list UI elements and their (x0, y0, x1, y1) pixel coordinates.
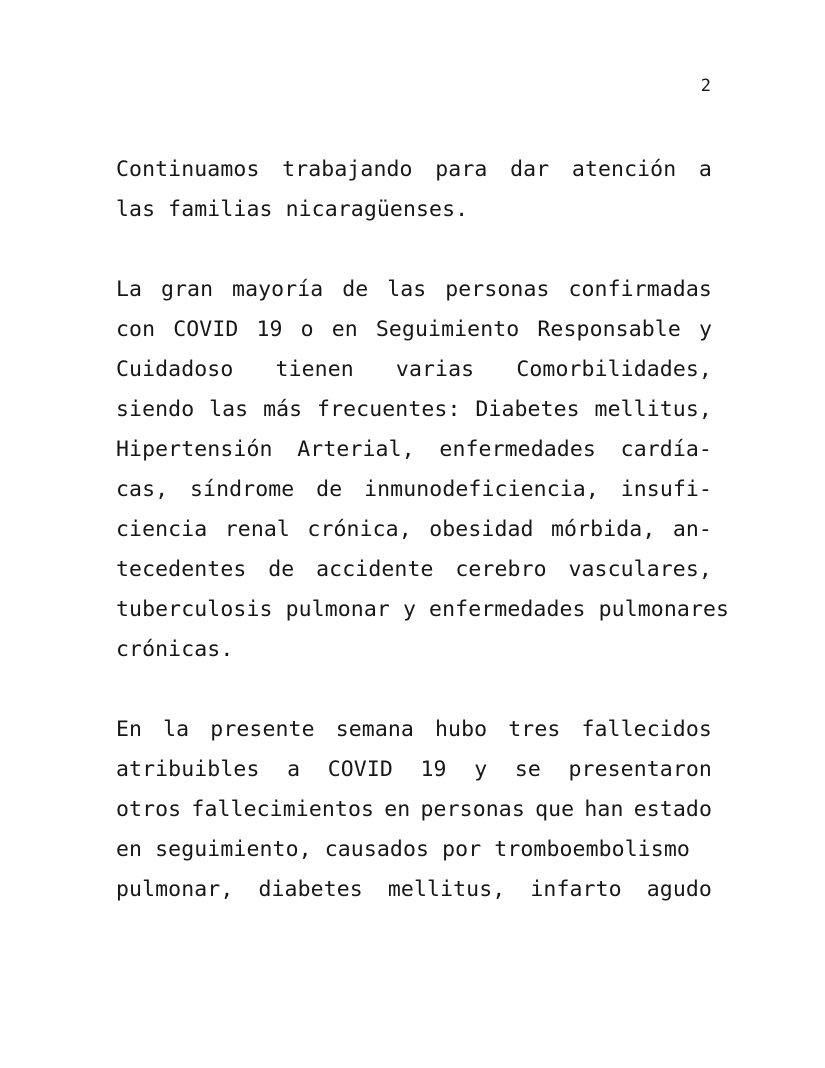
word: a (698, 157, 712, 182)
word: tres (508, 717, 561, 742)
text-line: crónicas. (116, 637, 234, 662)
text-line (116, 750, 712, 790)
text-line (116, 550, 712, 590)
text-line (116, 390, 712, 430)
text-line (116, 470, 712, 510)
word: inmunodeficiencia, (364, 477, 599, 502)
word: 19 (420, 757, 447, 782)
word: a (287, 757, 301, 782)
word: mellitus, (387, 877, 506, 902)
word: Diabetes (475, 397, 580, 422)
text-line: tuberculosis pulmonar y enfermedades pulmonares (116, 597, 730, 622)
word: fallecimientos (191, 797, 375, 822)
word: Seguimiento (375, 317, 520, 342)
word: agudo (646, 877, 712, 902)
word: para (435, 157, 488, 182)
word: dar (510, 157, 550, 182)
word: siendo (116, 397, 195, 422)
word: diabetes (258, 877, 363, 902)
text-line (116, 430, 712, 470)
text-line (116, 710, 712, 750)
word: personas (445, 277, 550, 302)
word: La (116, 277, 143, 302)
paragraph (116, 710, 712, 910)
word: cas, (116, 477, 169, 502)
word: cerebro (455, 557, 547, 582)
word: fallecidos (581, 717, 712, 742)
word: y (474, 757, 488, 782)
word: han (584, 797, 624, 822)
word: COVID (327, 757, 393, 782)
word: en (384, 797, 411, 822)
word: 19 (256, 317, 283, 342)
word: varias (395, 357, 475, 382)
text-line (116, 150, 712, 190)
word: atención (571, 157, 677, 182)
word: y (698, 317, 712, 342)
word: Arterial, (297, 437, 415, 462)
word: estado (633, 797, 712, 822)
word: en (331, 317, 358, 342)
word: de (316, 477, 343, 502)
word: Hipertensión (116, 437, 273, 462)
word: obesidad (429, 517, 534, 542)
paragraph (116, 150, 712, 230)
text-line (116, 310, 712, 350)
word: Responsable (537, 317, 681, 342)
word: infarto (530, 877, 622, 902)
word: trabajando (282, 157, 413, 182)
word: confirmadas (568, 277, 712, 302)
word: síndrome (190, 477, 295, 502)
word: de (268, 557, 295, 582)
word: renal (224, 517, 290, 542)
word: crónica, (307, 517, 412, 542)
text-line (116, 270, 712, 310)
text-line: en seguimiento, causados por tromboembolismo (116, 837, 690, 862)
word: que (535, 797, 575, 822)
word: personas (420, 797, 525, 822)
word: ciencia (116, 517, 208, 542)
word: gran (160, 277, 214, 302)
word: las (209, 397, 249, 422)
text-line (116, 790, 712, 830)
page-number: 2 (700, 76, 711, 96)
word: hubo (435, 717, 488, 742)
word: tecedentes (116, 557, 247, 582)
word: pulmonar, (116, 877, 234, 902)
word: tienen (275, 357, 354, 382)
text-line (116, 510, 712, 550)
word: se (514, 757, 541, 782)
word: atribuibles (116, 757, 260, 782)
text-line (116, 350, 712, 390)
word: Continuamos (116, 157, 260, 182)
word: presente (210, 717, 315, 742)
word: En (116, 717, 143, 742)
word: COVID (173, 317, 239, 342)
word: an- (672, 517, 712, 542)
word: más (263, 397, 303, 422)
word: cardía- (620, 437, 712, 462)
word: Cuidadoso (116, 357, 234, 382)
word: insufi- (620, 477, 712, 502)
word: o (300, 317, 314, 342)
word: otros (116, 797, 182, 822)
paragraph (116, 270, 730, 670)
document-body (116, 150, 730, 910)
word: Comorbilidades, (516, 357, 712, 382)
word: mellitus, (594, 397, 712, 422)
word: mayoría (232, 277, 324, 302)
word: la (163, 717, 190, 742)
word: las (387, 277, 427, 302)
word: con (116, 317, 156, 342)
text-line: las familias nicaragüenses. (116, 197, 469, 222)
word: mórbida, (551, 517, 656, 542)
word: frecuentes: (317, 397, 461, 422)
word: semana (335, 717, 414, 742)
word: enfermedades (439, 437, 596, 462)
word: vasculares, (568, 557, 712, 582)
word: presentaron (568, 757, 712, 782)
word: accidente (316, 557, 434, 582)
word: de (342, 277, 369, 302)
text-line (116, 870, 712, 910)
